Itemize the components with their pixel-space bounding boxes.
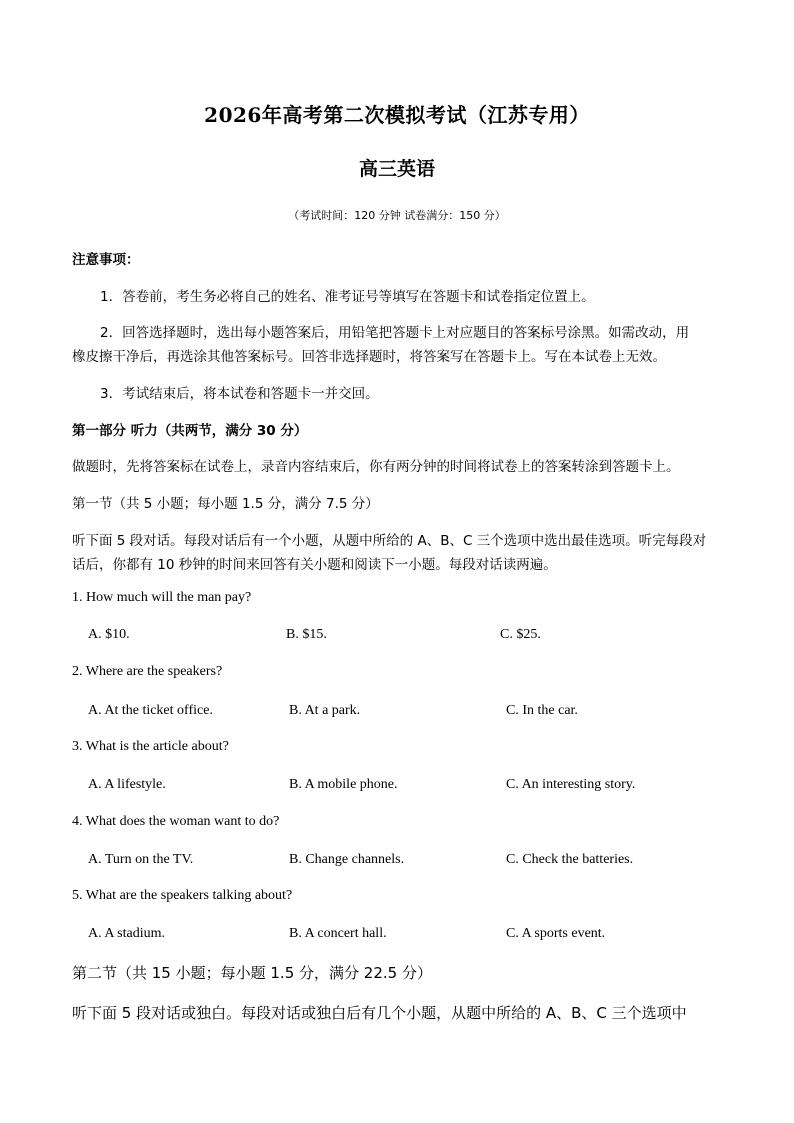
question-5-option-c: C. A sports event. xyxy=(506,926,606,941)
section2-instruction-line-1: 听下面 5 段对话或独白。每段对话或独白后有几个小题，从题中所给的 A、B、C 三个选项中 xyxy=(72,1004,687,1022)
question-3-option-a: A. A lifestyle. xyxy=(88,777,166,792)
question-5-option-a: A. A stadium. xyxy=(88,926,166,941)
question-4-option-c: C. Check the batteries. xyxy=(506,852,634,867)
part1-instruction: 做题时，先将答案标在试卷上，录音内容结束后，你有两分钟的时间将试卷上的答案转涂到答题卡上。 xyxy=(72,459,680,475)
question-1-option-b: B. $15. xyxy=(286,627,327,642)
exam-title: 2026年高考第二次模拟考试（江苏专用） xyxy=(204,103,590,127)
notice-item-1: 1．答卷前，考生务必将自己的姓名、准考证号等填写在答题卡和试卷指定位置上。 xyxy=(100,289,595,305)
question-3-option-c: C. An interesting story. xyxy=(506,777,636,792)
part1-heading: 第一部分 听力（共两节，满分 30 分） xyxy=(72,423,308,439)
question-3-option-b: B. A mobile phone. xyxy=(289,777,398,792)
section1-instruction-line-1: 听下面 5 段对话。每段对话后有一个小题，从题中所给的 A、B、C 三个选项中选出最佳选项。听完每段对 xyxy=(72,533,707,549)
exam-info: （考试时间：120 分钟 试卷满分：150 分） xyxy=(288,209,506,222)
subject-title: 高三英语 xyxy=(358,158,435,180)
question-1-option-c: C. $25. xyxy=(500,627,541,642)
question-4-option-b: B. Change channels. xyxy=(289,852,405,867)
question-2: 2. Where are the speakers? xyxy=(72,664,223,679)
question-1-option-a: A. $10. xyxy=(88,627,130,642)
section1-heading: 第一节（共 5 小题；每小题 1.5 分，满分 7.5 分） xyxy=(72,496,379,512)
section2-heading: 第二节（共 15 小题；每小题 1.5 分，满分 22.5 分） xyxy=(72,964,432,982)
notice-item-2-line-1: 2．回答选择题时，选出每小题答案后，用铅笔把答题卡上对应题目的答案标号涂黑。如需改动，用 xyxy=(100,325,690,341)
question-4: 4. What does the woman want to do? xyxy=(72,814,280,829)
question-5: 5. What are the speakers talking about? xyxy=(72,888,293,903)
notice-item-3: 3．考试结束后，将本试卷和答题卡一并交回。 xyxy=(100,386,379,402)
question-1: 1. How much will the man pay? xyxy=(72,590,252,605)
question-2-option-a: A. At the ticket office. xyxy=(88,703,213,718)
question-2-option-b: B. At a park. xyxy=(289,703,361,718)
question-4-option-a: A. Turn on the TV. xyxy=(88,852,194,867)
section1-instruction-line-2: 话后，你都有 10 秒钟的时间来回答有关小题和阅读下一小题。每段对话读两遍。 xyxy=(72,557,557,573)
question-3: 3. What is the article about? xyxy=(72,739,229,754)
question-5-option-b: B. A concert hall. xyxy=(289,926,387,941)
notice-heading: 注意事项： xyxy=(72,252,140,268)
question-2-option-c: C. In the car. xyxy=(506,703,578,718)
notice-item-2-line-2: 橡皮擦干净后，再选涂其他答案标号。回答非选择题时，将答案写在答题卡上。写在本试卷上无效。 xyxy=(72,349,666,365)
